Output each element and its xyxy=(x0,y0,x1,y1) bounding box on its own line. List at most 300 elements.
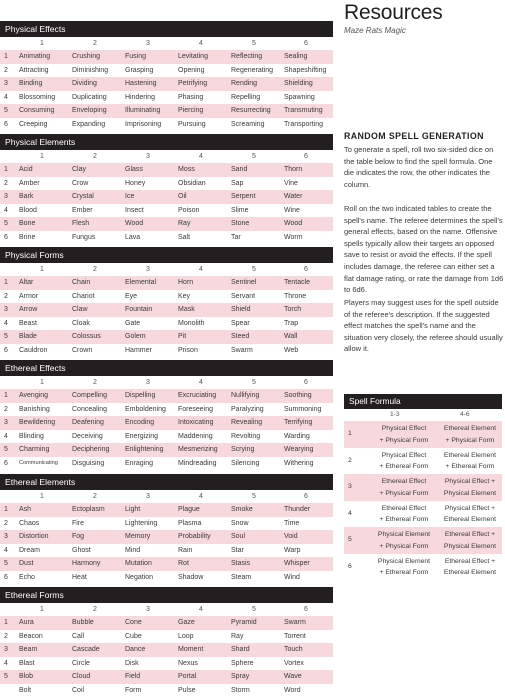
cell: Beast xyxy=(19,319,37,327)
cell: Fungus xyxy=(72,233,96,241)
table-row xyxy=(0,643,333,657)
col-num: 4 xyxy=(199,153,203,160)
table-row xyxy=(0,190,333,204)
table-row xyxy=(0,177,333,191)
cell: Blossoming xyxy=(19,93,56,101)
cell: Call xyxy=(72,632,85,640)
col-num: 2 xyxy=(93,40,97,47)
cell: Ember xyxy=(72,206,93,214)
col-num: 5 xyxy=(252,266,256,273)
row-num: 3 xyxy=(4,193,8,200)
row-num: 6 xyxy=(4,459,8,467)
cell: Ray xyxy=(178,220,191,227)
cell: Dust xyxy=(19,560,34,567)
row-num: 1 xyxy=(4,279,8,286)
cell: Cone xyxy=(125,619,142,626)
cell: Pit xyxy=(178,333,187,340)
table-physical-effects xyxy=(0,21,333,131)
row-num: 4 xyxy=(4,93,8,101)
cell: Warding xyxy=(284,432,310,440)
row-num: 1 xyxy=(4,392,8,399)
col-num: 3 xyxy=(146,493,150,500)
cell: Golem xyxy=(125,333,146,340)
cell: Fog xyxy=(72,533,85,540)
cell: Nexus xyxy=(178,659,198,667)
cell: Torrent xyxy=(284,632,306,640)
table-row xyxy=(0,684,333,698)
table-row xyxy=(0,544,333,558)
cell xyxy=(374,529,434,552)
cell: Sap xyxy=(231,179,244,187)
col-num: 5 xyxy=(252,493,256,500)
table-title: Ethereal Effects xyxy=(0,360,333,376)
cell: Mask xyxy=(178,306,195,313)
table-row xyxy=(0,443,333,457)
row-num: 5 xyxy=(4,220,8,227)
cell: Disk xyxy=(125,659,139,667)
row-num: 4 xyxy=(4,432,8,440)
cell: Resurrecting xyxy=(231,107,271,114)
cell: Dispelling xyxy=(125,392,156,399)
cell: Touch xyxy=(284,646,303,653)
cell: Plasma xyxy=(178,519,202,527)
cell-line: Ethereal Effect xyxy=(381,478,427,485)
row-num: 2 xyxy=(4,179,8,187)
cell: Clay xyxy=(72,166,87,173)
cell: Spray xyxy=(231,673,250,680)
cell: Phasing xyxy=(178,93,204,101)
cell: Enveloping xyxy=(72,107,107,114)
cell-line: Ethereal Effect + xyxy=(444,557,496,565)
col-num: 5 xyxy=(252,153,256,160)
cell: Colossus xyxy=(72,333,101,340)
cell: Communicating xyxy=(19,459,58,466)
cell: Storm xyxy=(231,686,250,694)
col-num: 1 xyxy=(40,40,44,47)
row-num: 4 xyxy=(4,546,8,554)
col-num: 4 xyxy=(199,493,203,500)
cell: Fountain xyxy=(125,306,153,313)
table-row xyxy=(0,517,333,531)
table-row xyxy=(0,344,333,358)
cell-line: Physical Effect xyxy=(381,451,427,459)
cell: Repelling xyxy=(231,93,261,101)
cell: Flesh xyxy=(72,220,90,227)
table-row xyxy=(0,657,333,671)
cell: Rain xyxy=(178,546,193,554)
cell: Honey xyxy=(125,179,146,187)
table-row xyxy=(344,474,502,501)
cell: Lava xyxy=(125,233,141,241)
cell: Cube xyxy=(125,632,142,640)
cell: Foreseeing xyxy=(178,405,214,413)
col-num: 2 xyxy=(93,266,97,273)
col-num: 3 xyxy=(146,153,150,160)
cell: Heat xyxy=(72,573,87,581)
cell: Wearying xyxy=(284,446,314,453)
cell: Gaze xyxy=(178,619,195,626)
cell: Word xyxy=(284,686,301,694)
cell: Tar xyxy=(231,233,241,241)
table-row xyxy=(0,670,333,684)
cell: Arrow xyxy=(19,306,38,313)
table-row xyxy=(344,501,502,528)
cell: Expanding xyxy=(72,120,106,128)
table-row xyxy=(344,554,502,581)
cell-line: Physical Element xyxy=(443,489,497,497)
row-num: 3 xyxy=(4,419,8,426)
table-title: Physical Forms xyxy=(0,247,333,263)
cell: Plague xyxy=(178,506,200,513)
table-title: Spell Formula xyxy=(344,394,502,409)
cell-line: Ethereal Effect xyxy=(381,504,427,512)
row-num: 2 xyxy=(4,405,8,413)
cell: Mesmerizing xyxy=(178,446,218,453)
cell: Moment xyxy=(178,646,204,653)
table-row xyxy=(0,276,333,290)
cell: Encoding xyxy=(125,419,155,426)
cell: Elemental xyxy=(125,279,157,286)
cell-line: + Ethereal Form xyxy=(379,569,429,576)
cell: Stone xyxy=(231,220,250,227)
cell: Cauldron xyxy=(19,346,48,354)
cell: Sealing xyxy=(284,53,308,60)
column-numbers xyxy=(0,490,333,503)
cell: Sentinel xyxy=(231,279,257,286)
cell: Pulse xyxy=(178,686,196,694)
cell: Ice xyxy=(125,193,135,200)
table-row xyxy=(0,416,333,430)
paragraph: Players may suggest uses for the spell outside of the referee's description. If the suggested effect matches the spell's name and the situation very closely, the referee should usually allow it. xyxy=(344,298,503,354)
cell: Paralyzing xyxy=(231,405,264,413)
cell: Concealing xyxy=(72,405,108,413)
row-num: 6 xyxy=(4,120,8,128)
col-num: 6 xyxy=(304,606,308,613)
cell: Distortion xyxy=(19,533,49,540)
row-num: 2 xyxy=(348,456,352,464)
cell: Monolith xyxy=(178,319,205,327)
table-row xyxy=(0,64,333,78)
cell-line: + Physical Form xyxy=(379,436,429,444)
col-num: 5 xyxy=(252,379,256,386)
row-num: 6 xyxy=(4,346,8,354)
cell-line: + Ethereal Form xyxy=(379,516,429,523)
row-num: 1 xyxy=(348,430,352,437)
cell: Shapeshifting xyxy=(284,66,327,74)
table-title: Physical Elements xyxy=(0,134,333,150)
cell xyxy=(440,556,500,579)
cell: Hammer xyxy=(125,346,152,354)
table-row xyxy=(0,50,333,64)
cell: Grasping xyxy=(125,66,154,74)
cell: Pyramid xyxy=(231,619,257,626)
column-numbers xyxy=(0,603,333,616)
cell: Gate xyxy=(125,319,141,327)
col-num: 3 xyxy=(146,379,150,386)
cell: Cloak xyxy=(72,319,90,327)
row-num: 1 xyxy=(4,166,8,173)
page-title: Resources xyxy=(344,1,443,24)
cell-line: Physical Element xyxy=(377,557,431,565)
column-numbers xyxy=(0,263,333,276)
cell: Mind xyxy=(125,546,141,554)
cell: Blob xyxy=(19,673,34,680)
table-title: Ethereal Elements xyxy=(0,474,333,490)
cell: Ray xyxy=(231,632,244,640)
table-row xyxy=(344,448,502,475)
cell: Imprisoning xyxy=(125,120,162,128)
cell: Wave xyxy=(284,673,302,680)
paragraph: Roll on the two indicated tables to create the spell's name. The referee determines the spell's general effects, based on the name. Offensive spells typically allow their targets an opposed save to resist or avoid the effects. If the spell includes damage, the referee can either set a flat damage rating, or rate the damage from 1d6 to 6d6. xyxy=(344,204,504,295)
cell: Energizing xyxy=(125,432,159,440)
cell: Swarm xyxy=(231,346,253,354)
table-row xyxy=(0,616,333,630)
cell: Acid xyxy=(19,166,33,173)
page-subtitle: Maze Rats Magic xyxy=(344,26,406,35)
cell: Oil xyxy=(178,193,187,200)
cell: Whisper xyxy=(284,560,310,567)
cell-line: Physical Effect + xyxy=(444,478,496,485)
cell: Compelling xyxy=(72,392,108,399)
row-num: 3 xyxy=(4,646,8,653)
cell: Diminishing xyxy=(72,66,109,74)
cell: Rending xyxy=(231,80,258,87)
cell: Fire xyxy=(72,519,85,527)
cell: Nullifying xyxy=(231,392,260,399)
row-num: 4 xyxy=(4,319,8,327)
table-row xyxy=(0,118,333,132)
cell: Ghost xyxy=(72,546,91,554)
cell: Poison xyxy=(178,206,200,214)
cell: Intoxicating xyxy=(178,419,214,426)
cell xyxy=(374,476,434,499)
col-num: 4 xyxy=(199,606,203,613)
cell-line: + Physical Form xyxy=(445,436,495,444)
cell: Crushing xyxy=(72,53,101,60)
cell: Circle xyxy=(72,659,90,667)
cell: Regenerating xyxy=(231,66,274,74)
cell: Hastening xyxy=(125,80,157,87)
cell: Key xyxy=(178,292,191,300)
cell xyxy=(374,556,434,579)
cell: Summoning xyxy=(284,405,322,413)
table-row xyxy=(0,217,333,231)
row-num: 4 xyxy=(348,509,352,517)
col-num: 6 xyxy=(304,153,308,160)
cell: Steed xyxy=(231,333,250,340)
cell: Shielding xyxy=(284,80,313,87)
cell: Web xyxy=(284,346,299,354)
paragraph: To generate a spell, roll two six-sided dice on the table below to find the spell formula. One die indicates the row, the other indicates the column. xyxy=(344,145,494,189)
cell: Thorn xyxy=(284,166,303,173)
col-num: 4 xyxy=(199,266,203,273)
cell: Soul xyxy=(231,533,246,540)
cell: Spawning xyxy=(284,93,315,101)
cell: Void xyxy=(284,533,298,540)
cell-line: Physical Effect xyxy=(381,425,427,432)
column-headers xyxy=(344,409,502,421)
cell: Light xyxy=(125,506,141,513)
cell: Ash xyxy=(19,506,32,513)
cell: Silencing xyxy=(231,459,260,467)
cell-line: Ethereal Element xyxy=(443,451,497,459)
cell: Eye xyxy=(125,292,138,300)
cell: Time xyxy=(284,519,300,527)
cell-line: Ethereal Element xyxy=(443,516,497,523)
col-num: 2 xyxy=(93,379,97,386)
cell-line: + Physical Form xyxy=(379,489,429,497)
cell: Loop xyxy=(178,632,194,640)
cell: Horn xyxy=(178,279,194,286)
cell: Binding xyxy=(19,80,43,87)
table-row xyxy=(0,163,333,177)
col-num: 2 xyxy=(93,153,97,160)
row-num: 2 xyxy=(4,292,8,300)
col-num: 6 xyxy=(304,493,308,500)
cell: Piercing xyxy=(178,107,204,114)
cell: Blood xyxy=(19,206,37,214)
cell: Sphere xyxy=(231,659,254,667)
col-num: 5 xyxy=(252,40,256,47)
table-row xyxy=(0,557,333,571)
col-num: 3 xyxy=(146,606,150,613)
cell: Mindreading xyxy=(178,459,217,467)
col-num: 1 xyxy=(40,493,44,500)
row-num: 5 xyxy=(4,673,8,680)
cell: Amber xyxy=(19,179,40,187)
cell-line: Physical Effect + xyxy=(444,504,496,512)
cell: Wind xyxy=(284,573,300,581)
row-num: 5 xyxy=(4,446,8,453)
cell xyxy=(374,503,434,526)
cell xyxy=(440,476,500,499)
row-num: 6 xyxy=(348,562,352,570)
cell: Smoke xyxy=(231,506,253,513)
row-num: 1 xyxy=(4,506,8,513)
table-title: Ethereal Forms xyxy=(0,587,333,603)
cell: Screaming xyxy=(231,120,265,128)
cell: Reflecting xyxy=(231,53,263,60)
row-num: 3 xyxy=(4,80,8,87)
cell: Blast xyxy=(19,659,35,667)
cell: Opening xyxy=(178,66,205,74)
cell: Swarm xyxy=(284,619,306,626)
cell: Bewildering xyxy=(19,419,56,426)
col-num: 4 xyxy=(199,379,203,386)
table-row xyxy=(344,527,502,554)
cell: Armor xyxy=(19,292,39,300)
cell xyxy=(440,423,500,446)
cell: Chaos xyxy=(19,519,40,527)
cell: Excruciating xyxy=(178,392,217,399)
cell: Terrifying xyxy=(284,419,313,426)
row-num: 1 xyxy=(4,53,8,60)
cell-line: Physical Element xyxy=(443,542,497,550)
cell: Creeping xyxy=(19,120,48,128)
cell: Soothing xyxy=(284,392,312,399)
cell: Enlightening xyxy=(125,446,164,453)
cell: Disguising xyxy=(72,459,105,467)
row-num: 1 xyxy=(4,619,8,626)
cell: Bolt xyxy=(19,686,32,694)
cell: Revolting xyxy=(231,432,261,440)
cell: Claw xyxy=(72,306,88,313)
table-row xyxy=(0,403,333,417)
cell-line: + Ethereal Form xyxy=(379,463,429,470)
col-num: 1 xyxy=(40,153,44,160)
cell: Serpent xyxy=(231,193,256,200)
cell: Cloud xyxy=(72,673,91,680)
cell: Enraging xyxy=(125,459,154,467)
cell: Coil xyxy=(72,686,85,694)
col-num: 2 xyxy=(93,606,97,613)
table-ethereal-forms xyxy=(0,587,333,697)
col-num: 6 xyxy=(304,40,308,47)
table-row xyxy=(0,330,333,344)
cell: Wall xyxy=(284,333,298,340)
cell: Wood xyxy=(284,220,303,227)
cell: Wine xyxy=(284,206,300,214)
cell: Consuming xyxy=(19,107,55,114)
row-num: 5 xyxy=(348,536,352,543)
cell: Prison xyxy=(178,346,198,354)
section-heading: RANDOM SPELL GENERATION xyxy=(344,131,484,141)
cell: Transmuting xyxy=(284,107,323,114)
cell: Vine xyxy=(284,179,298,187)
cell: Portal xyxy=(178,673,197,680)
col-header: 1-3 xyxy=(390,411,400,418)
cell xyxy=(374,450,434,473)
cell: Transporting xyxy=(284,120,324,128)
cell: Echo xyxy=(19,573,35,581)
table-ethereal-effects xyxy=(0,360,333,470)
cell: Petrifying xyxy=(178,80,208,87)
cell: Crow xyxy=(72,179,89,187)
table-row xyxy=(0,389,333,403)
cell: Shadow xyxy=(178,573,204,581)
cell xyxy=(440,503,500,526)
cell: Vortex xyxy=(284,659,304,667)
cell: Avenging xyxy=(19,392,49,399)
cell: Bone xyxy=(19,220,36,227)
cell: Throne xyxy=(284,292,307,300)
cell: Beacon xyxy=(19,632,43,640)
cell: Dance xyxy=(125,646,146,653)
cell: Steam xyxy=(231,573,252,581)
cell: Deceiving xyxy=(72,432,103,440)
cell: Harmony xyxy=(72,560,101,567)
cell: Moss xyxy=(178,166,195,173)
row-num: 3 xyxy=(4,533,8,540)
cell: Form xyxy=(125,686,142,694)
cell: Dividing xyxy=(72,80,97,87)
cell: Negation xyxy=(125,573,154,581)
table-title: Physical Effects xyxy=(0,21,333,37)
cell: Chain xyxy=(72,279,91,286)
table-row xyxy=(0,91,333,105)
cell: Trap xyxy=(284,319,299,327)
cell: Charming xyxy=(19,446,50,453)
cell: Mutation xyxy=(125,560,152,567)
cell: Wood xyxy=(125,220,144,227)
table-row xyxy=(0,290,333,304)
cell-line: + Ethereal Form xyxy=(445,463,495,470)
cell: Worm xyxy=(284,233,303,241)
cell: Rot xyxy=(178,560,189,567)
cell: Banishing xyxy=(19,405,50,413)
col-num: 6 xyxy=(304,379,308,386)
col-header: 4-6 xyxy=(460,411,470,418)
